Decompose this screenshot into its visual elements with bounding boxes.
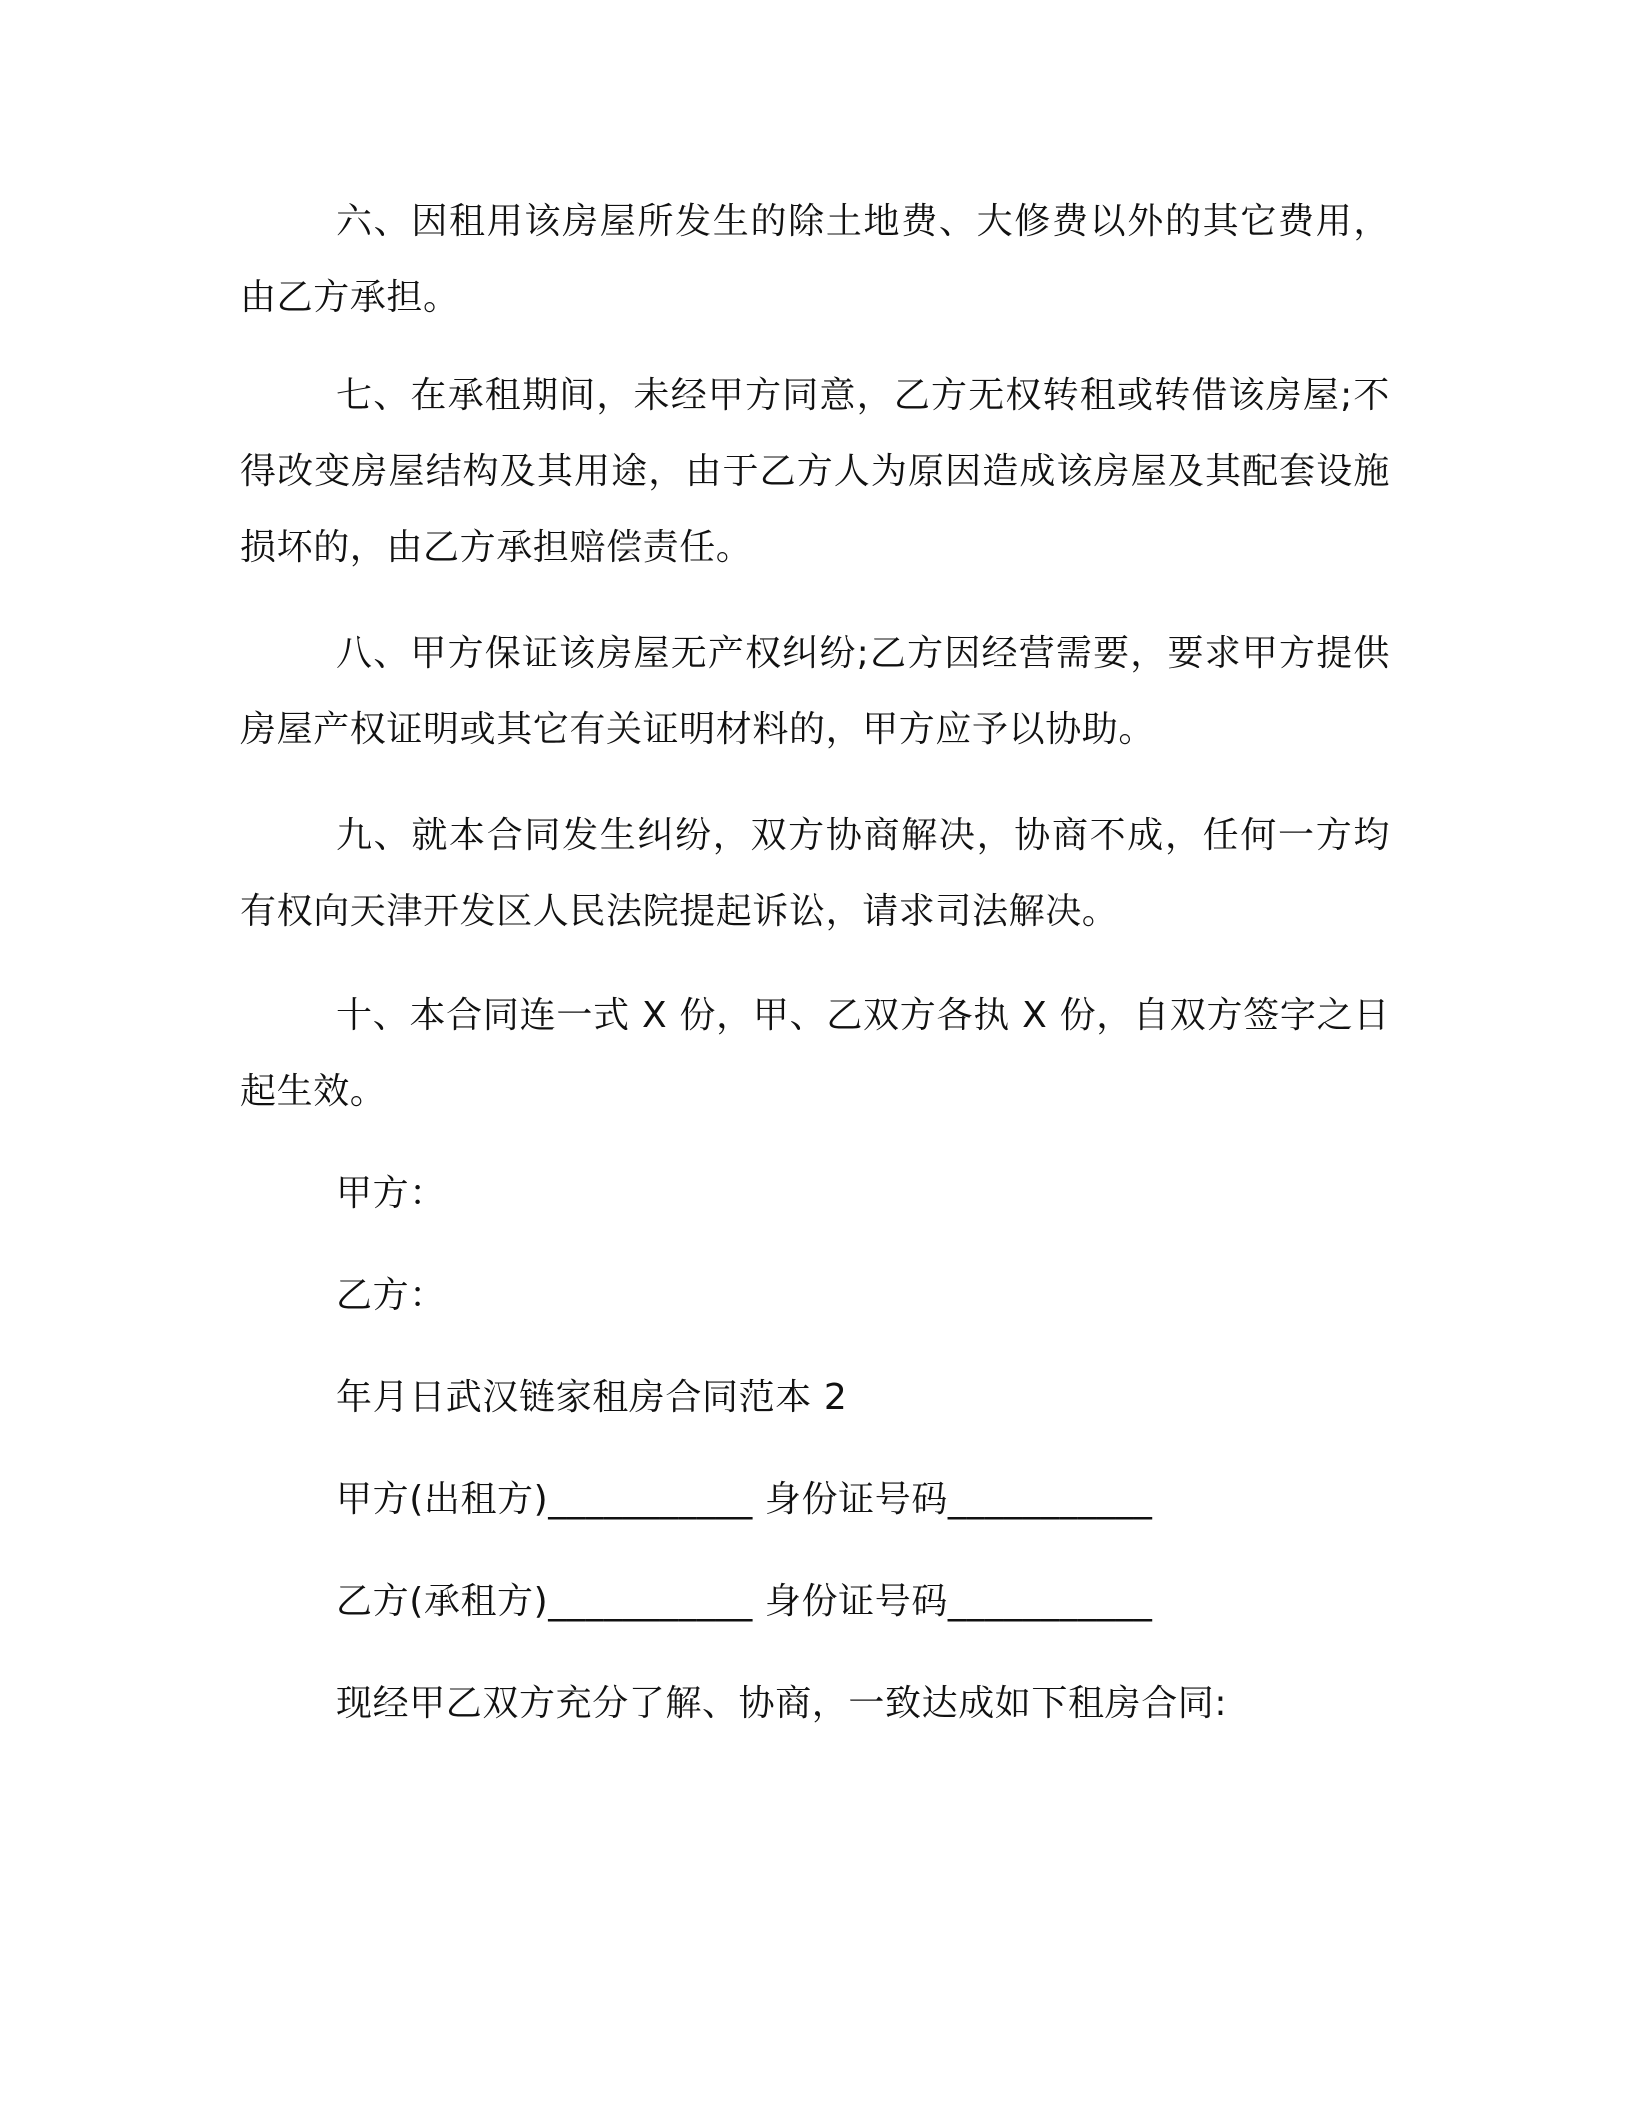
party-b-signature-label: 乙方： bbox=[336, 1275, 446, 1316]
clause-six: 六、因租用该房屋所发生的除土地费、大修费以外的其它费用，由乙方承担。 bbox=[240, 201, 1390, 318]
clause-nine: 九、就本合同发生纠纷，双方协商解决，协商不成，任何一方均有权向天津开发区人民法院提起诉讼，请求司法解决。 bbox=[240, 815, 1390, 932]
clause-ten: 十、本合同连一式 X 份，甲、乙双方各执 X 份，自双方签字之日起生效。 bbox=[240, 995, 1390, 1112]
lessor-line: 甲方(出租方)___________ 身份证号码___________ bbox=[336, 1479, 1153, 1520]
clause-seven: 七、在承租期间，未经甲方同意，乙方无权转租或转借该房屋;不得改变房屋结构及其用途，由于乙方人为原因造成该房屋及其配套设施损坏的，由乙方承担赔偿责任。 bbox=[240, 375, 1390, 568]
contract-title: 年月日武汉链家租房合同范本 2 bbox=[336, 1377, 848, 1418]
lessee-line: 乙方(承租方)___________ 身份证号码___________ bbox=[336, 1581, 1153, 1622]
party-a-signature-label: 甲方： bbox=[336, 1173, 446, 1214]
intro-line: 现经甲乙双方充分了解、协商，一致达成如下租房合同: bbox=[336, 1683, 1228, 1724]
clause-eight: 八、甲方保证该房屋无产权纠纷;乙方因经营需要，要求甲方提供房屋产权证明或其它有关证明材料的，甲方应予以协助。 bbox=[240, 633, 1390, 750]
